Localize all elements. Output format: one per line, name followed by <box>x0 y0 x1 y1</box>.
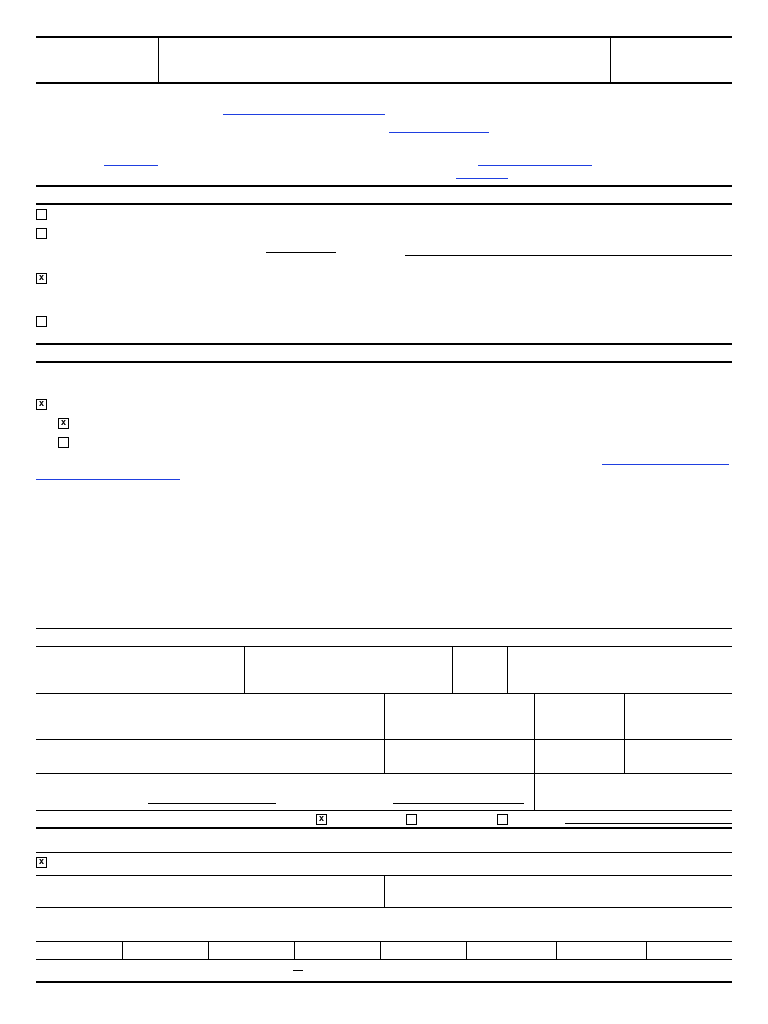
checkbox-4[interactable] <box>36 316 47 327</box>
section2-link-1[interactable] <box>602 464 729 465</box>
small-fill-mark[interactable] <box>293 970 303 971</box>
section-rule-1 <box>36 185 732 187</box>
intro-link-3[interactable] <box>104 165 158 166</box>
table-rule-5 <box>36 773 732 774</box>
header-divider-left <box>158 37 159 83</box>
section-rule-2 <box>36 203 732 205</box>
section-rule-5 <box>36 827 732 829</box>
checkbox-8-mark: x <box>318 814 325 824</box>
table-col-div-1 <box>122 941 123 959</box>
table-row1-div-2 <box>452 646 453 693</box>
header-top-rule <box>36 36 732 38</box>
checkbox-3[interactable] <box>36 273 47 284</box>
table-row2-div-3 <box>624 693 625 773</box>
checkbox-11[interactable] <box>36 857 47 868</box>
header-bottom-rule <box>36 82 732 84</box>
section-rule-4 <box>36 361 732 363</box>
table-rule-7 <box>36 852 732 853</box>
fill-line-5[interactable] <box>565 823 732 824</box>
table-col-div-3 <box>294 941 295 959</box>
table-col-div-5 <box>466 941 467 959</box>
fill-line-2[interactable] <box>405 255 732 256</box>
checkbox-7[interactable] <box>58 437 69 448</box>
table-rule-10 <box>36 941 732 942</box>
table-rule-1 <box>36 628 732 629</box>
table-row2-div-2 <box>534 693 535 810</box>
intro-link-4[interactable] <box>478 165 592 166</box>
footer-rule <box>36 981 732 983</box>
fill-line-1[interactable] <box>266 252 336 253</box>
table-rule-9 <box>36 907 732 908</box>
intro-link-2[interactable] <box>389 132 489 133</box>
table-row8-div <box>384 875 385 907</box>
table-row1-div-1 <box>244 646 245 693</box>
checkbox-11-mark: x <box>38 857 45 867</box>
header-divider-right <box>610 37 611 83</box>
table-col-div-6 <box>556 941 557 959</box>
checkbox-1[interactable] <box>36 209 47 220</box>
table-rule-2 <box>36 646 732 647</box>
table-col-div-4 <box>380 941 381 959</box>
table-rule-11 <box>36 959 732 960</box>
table-rule-4 <box>36 739 732 740</box>
checkbox-5-mark: x <box>38 399 45 409</box>
section-rule-3 <box>36 343 732 345</box>
checkbox-9[interactable] <box>406 814 417 825</box>
intro-link-1[interactable] <box>223 114 385 115</box>
fill-line-4[interactable] <box>393 803 524 804</box>
checkbox-8[interactable] <box>316 814 327 825</box>
checkbox-6-mark: x <box>60 418 67 428</box>
intro-link-5[interactable] <box>456 178 508 179</box>
checkbox-6[interactable] <box>58 418 69 429</box>
table-rule-6 <box>36 810 732 811</box>
checkbox-3-mark: x <box>38 273 45 283</box>
checkbox-10[interactable] <box>497 814 508 825</box>
section2-link-2[interactable] <box>36 479 180 480</box>
table-row2-div-1 <box>384 693 385 773</box>
checkbox-5[interactable] <box>36 399 47 410</box>
fill-line-3[interactable] <box>148 803 276 804</box>
table-row1-div-3 <box>507 646 508 693</box>
table-col-div-2 <box>208 941 209 959</box>
table-col-div-7 <box>646 941 647 959</box>
checkbox-2[interactable] <box>36 228 47 239</box>
